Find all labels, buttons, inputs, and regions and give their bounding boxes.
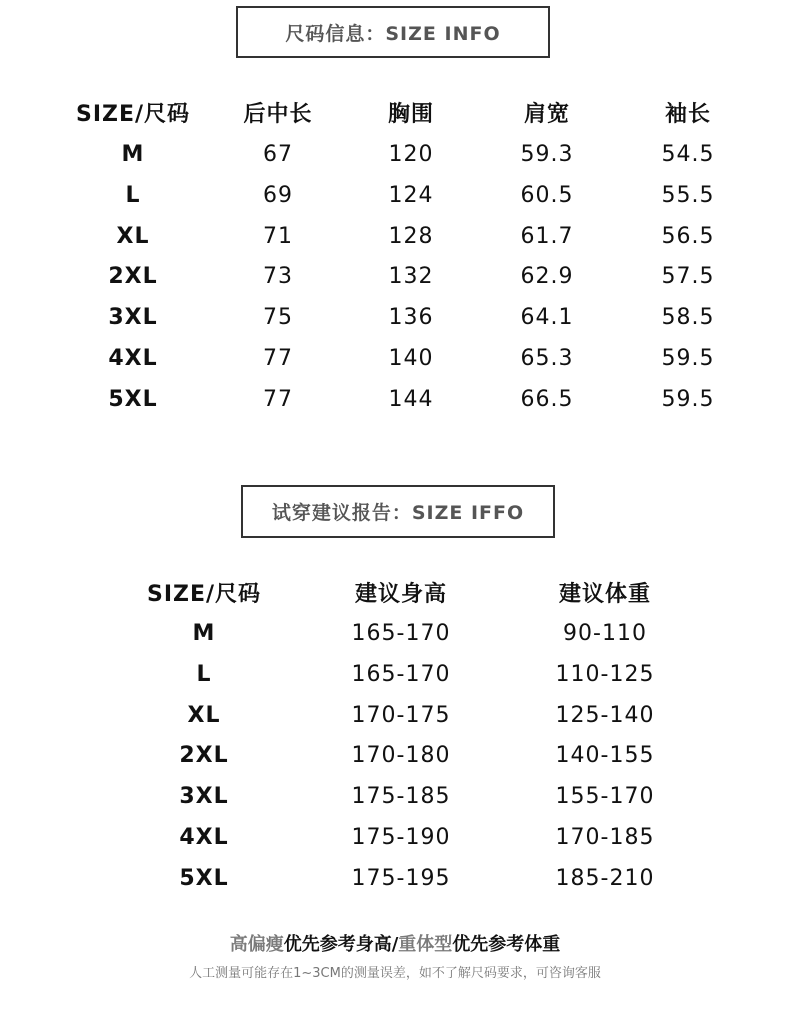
table-cell: 90-110	[563, 621, 647, 646]
table-cell: 66.5	[520, 386, 574, 412]
table-cell: 54.5	[661, 142, 715, 167]
table-cell: 175-195	[351, 865, 451, 891]
size-label: 3XL	[108, 305, 158, 331]
size-label: L	[125, 182, 141, 208]
column-header: 建议体重	[558, 582, 651, 607]
table-cell: 61.7	[520, 223, 574, 249]
table-cell: 77	[263, 386, 293, 412]
table-cell: 170-175	[351, 702, 451, 728]
table-cell: 140	[388, 346, 434, 371]
table-cell: 57.5	[661, 264, 715, 290]
table-cell: 71	[263, 223, 293, 249]
size-info-title: 尺码信息：SIZE INFO	[236, 6, 550, 58]
fit-advice-title: 试穿建议报告：SIZE IFFO	[241, 485, 555, 538]
table-cell: 136	[388, 305, 434, 331]
table-cell: 125-140	[555, 702, 655, 728]
table-cell: 73	[263, 264, 293, 290]
table-cell: 59.3	[520, 142, 574, 167]
column-header: SIZE/尺码	[75, 102, 191, 127]
table-cell: 75	[263, 305, 293, 331]
table-cell: 110-125	[555, 661, 655, 687]
size-label: XL	[187, 702, 221, 728]
table-cell: 175-185	[351, 784, 451, 810]
table-cell: 55.5	[661, 182, 715, 208]
column-header: 后中长	[243, 102, 313, 127]
table-cell: 69	[263, 182, 293, 208]
table-cell: 155-170	[555, 784, 655, 810]
measurement-note: 人工测量可能存在1~3CM的测量误差，如不了解尺码要求，可咨询客服	[189, 966, 601, 981]
table-cell: 170-180	[351, 743, 451, 769]
column-header: 肩宽	[523, 102, 570, 127]
table-cell: 64.1	[520, 305, 574, 331]
table-cell: 140-155	[555, 743, 655, 769]
column-header: 胸围	[387, 102, 434, 127]
column-header: 袖长	[664, 102, 711, 127]
table-cell: 59.5	[661, 346, 715, 371]
size-label: 4XL	[179, 825, 229, 850]
table-cell: 58.5	[661, 305, 715, 331]
guidance-weight: 优先参考体重	[452, 934, 561, 955]
table-cell: 128	[388, 223, 434, 249]
guidance-slim: 高偏瘦	[229, 934, 284, 955]
size-label: M	[121, 142, 145, 167]
size-label: 5XL	[108, 386, 158, 412]
fit-guidance	[0, 932, 790, 958]
table-cell: 165-170	[351, 621, 451, 646]
table-cell: 170-185	[555, 825, 655, 850]
size-label: 2XL	[108, 264, 158, 290]
table-cell: 56.5	[661, 223, 715, 249]
table-cell: 124	[388, 182, 434, 208]
size-label: 3XL	[179, 784, 229, 810]
table-cell: 165-170	[351, 661, 451, 687]
table-cell: 59.5	[661, 386, 715, 412]
guidance-height: 优先参考身高/	[283, 934, 399, 955]
table-cell: 175-190	[351, 825, 451, 850]
size-label: 5XL	[179, 865, 229, 891]
guidance-heavy: 重体型	[398, 934, 453, 955]
table-cell: 65.3	[520, 346, 574, 371]
table-cell: 62.9	[520, 264, 574, 290]
size-label: M	[192, 621, 216, 646]
size-label: L	[196, 661, 212, 687]
column-header: SIZE/尺码	[146, 582, 262, 607]
table-cell: 120	[388, 142, 434, 167]
table-cell: 144	[388, 386, 434, 412]
column-header: 建议身高	[354, 582, 447, 607]
size-label: 2XL	[179, 743, 229, 769]
table-cell: 67	[263, 142, 293, 167]
table-cell: 132	[388, 264, 434, 290]
size-label: 4XL	[108, 346, 158, 371]
table-cell: 185-210	[555, 865, 655, 891]
size-label: XL	[116, 223, 150, 249]
table-cell: 60.5	[520, 182, 574, 208]
table-cell: 77	[263, 346, 293, 371]
